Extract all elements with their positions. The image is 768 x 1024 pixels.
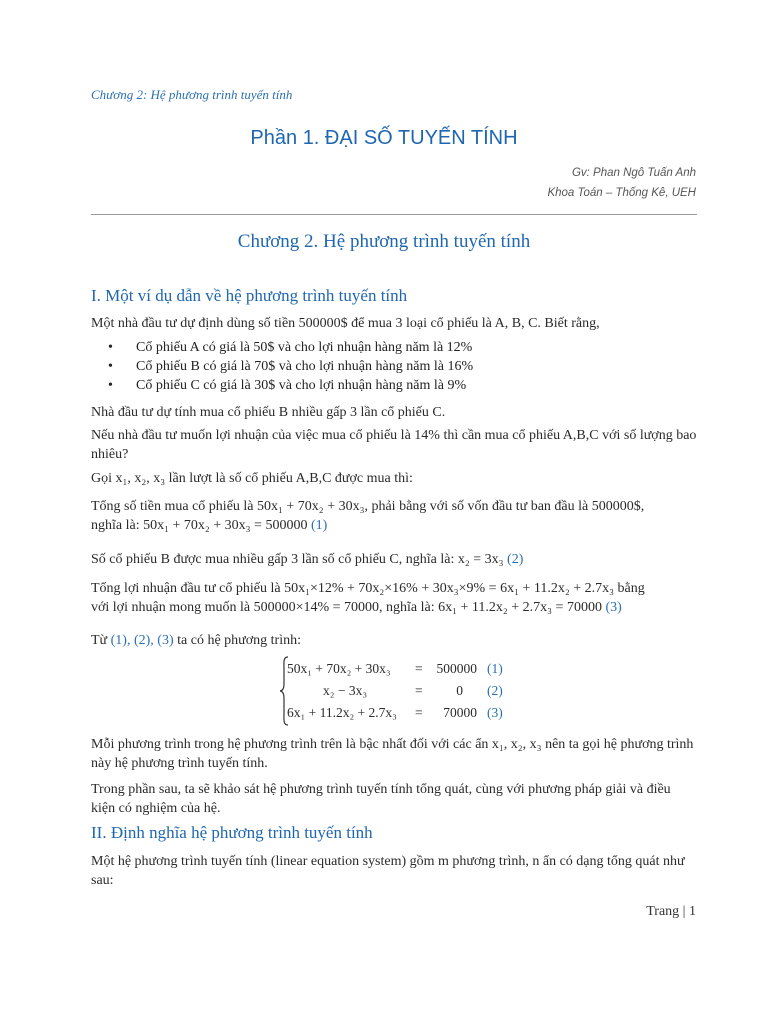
system-equals: = — [415, 705, 423, 720]
paragraph-system-intro — [91, 631, 697, 650]
author-affiliation: Khoa Toán – Thống Kê, UEH — [547, 187, 696, 199]
equation-ref: (2) — [507, 552, 524, 567]
equation-ref: (2) — [487, 683, 503, 698]
text-span: lần lượt là số cổ phiếu A,B,C được mua thì: — [168, 471, 413, 486]
paragraph-ratio: Nhà đầu tư dự tính mua cổ phiếu B nhiều gấp 3 lần cổ phiếu C. — [91, 405, 446, 420]
list-item: • Cổ phiếu A có giá là 50$ và cho lợi nhuận hàng năm là 12% — [108, 338, 473, 357]
text-span: Số cổ phiếu B được mua nhiều gấp 3 lần số cổ phiếu C, nghĩa là: — [91, 552, 455, 567]
equation-ref: (3) — [487, 705, 503, 720]
math-equation: x₂ = 3x₃ — [457, 552, 504, 567]
system-row-3 — [287, 702, 517, 724]
system-row-2 — [287, 680, 517, 702]
paragraph-profit — [91, 579, 697, 617]
system-rhs: 70000 — [443, 705, 477, 720]
author-name: Gv: Phan Ngô Tuấn Anh — [571, 167, 696, 179]
paragraph-variables — [91, 469, 697, 488]
system-rhs: 500000 — [436, 661, 477, 676]
math-equation: 6x₁ + 11.2x₂ + 2.7x₃ = 70000 — [438, 600, 602, 615]
equation-ref: (1) — [310, 518, 328, 533]
math-equation: 50x₁ + 70x₂ + 30x₃ = 500000 — [143, 518, 308, 533]
text-span: Mỗi phương trình trong hệ phương trình trên là bậc nhất đối với các ẩn — [91, 737, 489, 752]
page-number: Trang | 1 — [646, 904, 696, 919]
author-block — [547, 163, 696, 203]
section-1-heading: I. Một ví dụ dẫn về hệ phương trình tuyến tính — [91, 286, 408, 305]
list-item: • Cổ phiếu C có giá là 30$ và cho lợi nhuận hàng năm là 9% — [108, 376, 473, 395]
stock-list — [108, 338, 473, 395]
equation-ref: (1) — [487, 661, 503, 676]
paragraph-ratio-equation — [91, 550, 697, 569]
section-2-intro: Một hệ phương trình tuyến tính (linear equation system) gồm m phương trình, n ẩn có dạng tổng quát như sau: — [91, 854, 685, 888]
system-lhs: 50x₁ + 70x₂ + 30x₃ — [287, 661, 391, 676]
equation-ref: (3) — [605, 600, 622, 615]
text-span: Tổng số tiền mua cổ phiếu là — [91, 499, 254, 514]
text-span: với lợi nhuận mong muốn là — [91, 600, 251, 615]
system-lhs: x₂ − 3x₃ — [323, 683, 368, 698]
text-span: ta có hệ phương trình: — [177, 633, 301, 648]
running-header: Chương 2: Hệ phương trình tuyến tính — [91, 87, 293, 102]
section-1-intro: Một nhà đầu tư dự định dùng số tiền 500000$ để mua 3 loại cổ phiếu là A, B, C. Biết rằng, — [91, 316, 600, 331]
text-span: Từ — [91, 633, 108, 648]
part-title: Phần 1. ĐẠI SỐ TUYẾN TÍNH — [250, 127, 518, 149]
text-span: nên ta gọi hệ phương trình này hệ phương trình tuyến tính. — [91, 737, 694, 771]
math-variables: x₁, x₂, x₃ — [115, 471, 166, 486]
text-span: nghĩa là: — [91, 518, 140, 533]
system-equals: = — [415, 661, 423, 676]
paragraph-next-section: Trong phần sau, ta sẽ khảo sát hệ phương trình tuyến tính tổng quát, cùng với phương pháp giải và điều kiện có nghiệm của hệ. — [91, 782, 671, 816]
system-row-1 — [287, 658, 517, 680]
text-span: bằng — [617, 581, 645, 596]
paragraph-total-cost — [91, 497, 697, 535]
math-variables: x₁, x₂, x₃ — [491, 737, 542, 752]
list-item: • Cổ phiếu B có giá là 70$ và cho lợi nhuận hàng năm là 16% — [108, 357, 473, 376]
math-expression: 500000×14% = 70000 — [253, 600, 380, 615]
text-span: Tổng lợi nhuận đầu tư cổ phiếu là — [91, 581, 281, 596]
system-lhs: 6x₁ + 11.2x₂ + 2.7x₃ — [287, 705, 397, 720]
system-equals: = — [415, 683, 423, 698]
section-2-heading: II. Định nghĩa hệ phương trình tuyến tính — [91, 823, 373, 842]
paragraph-linearity — [91, 735, 697, 773]
equation-refs: (1), (2), (3) — [110, 633, 174, 648]
system-rhs: 0 — [456, 683, 463, 698]
math-expression: 50x₁ + 70x₂ + 30x₃ — [257, 499, 365, 514]
paragraph-question: Nếu nhà đầu tư muốn lợi nhuận của việc mua cổ phiếu là 14% thì cần mua cổ phiếu A,B,C với số lượng bao nhiêu? — [91, 428, 697, 462]
text-span: , phải bằng với số vốn đầu tư ban đầu là 500000$, — [364, 499, 645, 514]
text-span: , nghĩa là: — [379, 600, 435, 615]
header-divider — [91, 214, 697, 215]
text-span: Gọi — [91, 471, 112, 486]
math-expression: 50x₁×12% + 70x₂×16% + 30x₃×9% = 6x₁ + 11.2x₂ + 2.7x₃ — [284, 581, 614, 596]
chapter-title: Chương 2. Hệ phương trình tuyến tính — [237, 231, 531, 252]
